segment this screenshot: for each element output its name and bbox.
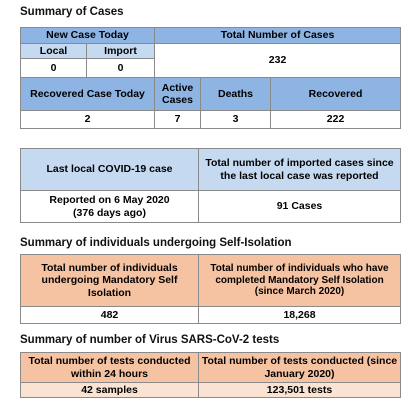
recovered-value: 222 xyxy=(271,111,401,129)
tests-total-value: 123,501 tests xyxy=(199,383,401,398)
self-isolation-title: Summary of individuals undergoing Self-Isolation xyxy=(20,237,292,249)
cases-summary-table xyxy=(20,27,401,129)
last-local-case-value xyxy=(21,191,199,223)
completed-isolation-label: Total number of individuals who have completed Mandatory Self Isolation xyxy=(210,263,389,286)
recovered-today-value: 2 xyxy=(21,111,155,129)
undergoing-isolation-value: 482 xyxy=(21,307,199,324)
tests-total-header: Total number of tests conducted (since January 2020) xyxy=(199,353,401,383)
import-value: 0 xyxy=(87,59,155,78)
new-case-today-header: New Case Today xyxy=(21,28,155,44)
completed-isolation-header xyxy=(199,255,401,307)
import-header: Import xyxy=(87,44,155,59)
last-local-case-days: (376 days ago) xyxy=(73,206,146,219)
local-header: Local xyxy=(21,44,87,59)
imported-since-header: Total number of imported cases since the last local case was reported xyxy=(199,149,401,191)
completed-isolation-value: 18,268 xyxy=(199,307,401,324)
virus-tests-title: Summary of number of Virus SARS-CoV-2 tests xyxy=(20,334,280,346)
last-case-table xyxy=(20,148,401,223)
undergoing-isolation-header: Total number of individuals undergoing Mandatory Self Isolation xyxy=(21,255,199,307)
tests-24h-value: 42 samples xyxy=(21,383,199,398)
completed-isolation-since: (since March 2020) xyxy=(254,286,345,298)
deaths-header: Deaths xyxy=(201,78,271,111)
imported-since-value: 91 Cases xyxy=(199,191,401,223)
tests-24h-header: Total number of tests conducted within 24 hours xyxy=(21,353,199,383)
total-cases-value: 232 xyxy=(155,44,401,78)
self-isolation-table xyxy=(20,254,401,324)
deaths-value: 3 xyxy=(201,111,271,129)
local-value: 0 xyxy=(21,59,87,78)
active-cases-value: 7 xyxy=(155,111,201,129)
last-local-case-header: Last local COVID-19 case xyxy=(21,149,199,191)
recovered-header: Recovered xyxy=(271,78,401,111)
active-cases-header: Active Cases xyxy=(155,78,201,111)
summary-of-cases-title: Summary of Cases xyxy=(20,6,124,18)
total-cases-header: Total Number of Cases xyxy=(155,28,401,44)
recovered-today-header: Recovered Case Today xyxy=(21,78,155,111)
last-local-case-date: Reported on 6 May 2020 xyxy=(49,194,170,206)
virus-tests-table xyxy=(20,352,401,398)
